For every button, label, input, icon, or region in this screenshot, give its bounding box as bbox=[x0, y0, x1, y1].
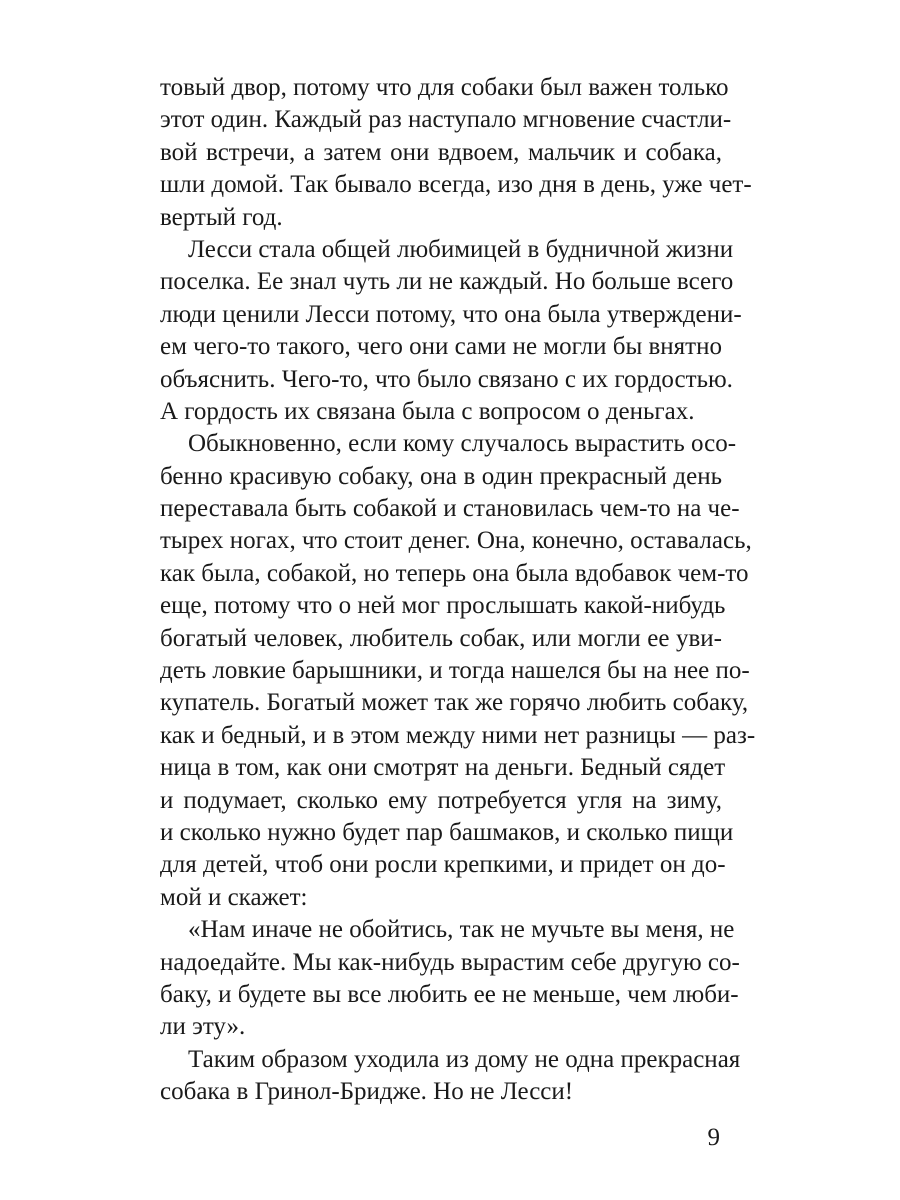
text-line: поселка. Ее знал чуть ли не каждый. Но больше всего bbox=[160, 268, 734, 296]
text-line: этот один. Каждый раз наступало мгновение счастли- bbox=[160, 106, 732, 134]
text-line: как была, собакой, но теперь она была вдобавок чем-то bbox=[160, 559, 749, 587]
text-line: шли домой. Так бывало всегда, изо дня в день, уже чет- bbox=[160, 171, 752, 199]
text-line: Таким образом уходила из дому не одна прекрасная bbox=[188, 1045, 741, 1073]
text-line: для детей, чтоб они росли крепкими, и придет он до- bbox=[160, 851, 726, 879]
text-line: ница в том, как они смотрят на деньги. Бедный сядет bbox=[160, 754, 726, 782]
text-line: мой и скажет: bbox=[160, 883, 308, 911]
text-line: деть ловкие барышники, и тогда нашелся бы на нее по- bbox=[160, 657, 750, 685]
text-line: и сколько нужно будет пар башмаков, и сколько пищи bbox=[160, 818, 734, 846]
text-line: ем чего-то такого, чего они сами не могли бы внятно bbox=[160, 333, 722, 361]
text-line: объяснить. Чего-то, что было связано с их гордостью. bbox=[160, 365, 733, 393]
text-line: ли эту». bbox=[160, 1013, 246, 1041]
text-line: тырех ногах, что стоит денег. Она, конечно, оставалась, bbox=[160, 527, 752, 555]
text-line: вой встречи, а затем они вдвоем, мальчик и собака, bbox=[160, 138, 722, 166]
text-line: Обыкновенно, если кому случалось вырастить осо- bbox=[188, 430, 737, 458]
body-text bbox=[160, 72, 756, 1109]
text-line: бенно красивую собаку, она в один прекрасный день bbox=[160, 462, 722, 490]
text-line: «Нам иначе не обойтись, так не мучьте вы меня, не bbox=[188, 916, 735, 944]
text-line: надоедайте. Мы как-нибудь вырастим себе другую со- bbox=[160, 948, 740, 976]
text-line: переставала быть собакой и становилась чем-то на че- bbox=[160, 495, 740, 523]
text-line: и подумает, сколько ему потребуется угля на зиму, bbox=[160, 786, 722, 814]
page-number: 9 bbox=[707, 1124, 720, 1151]
text-line: баку, и будете вы все любить ее не меньше, чем люби- bbox=[160, 980, 739, 1008]
text-line: богатый человек, любитель собак, или могли ее уви- bbox=[160, 624, 722, 652]
text-line: А гордость их связана была с вопросом о деньгах. bbox=[160, 397, 695, 425]
text-line: купатель. Богатый может так же горячо любить собаку, bbox=[160, 689, 749, 717]
text-line: вертый год. bbox=[160, 203, 283, 231]
text-line: собака в Гринол-Бридже. Но не Лесси! bbox=[160, 1078, 574, 1106]
text-line: люди ценили Лесси потому, что она была утверждени- bbox=[160, 300, 742, 328]
text-line: Лесси стала общей любимицей в будничной жизни bbox=[188, 235, 734, 263]
text-line: еще, потому что о ней мог прослышать какой-нибудь bbox=[160, 592, 726, 620]
text-line: как и бедный, и в этом между ними нет разницы — раз- bbox=[160, 721, 756, 749]
text-line: товый двор, потому что для собаки был важен только bbox=[160, 74, 729, 101]
